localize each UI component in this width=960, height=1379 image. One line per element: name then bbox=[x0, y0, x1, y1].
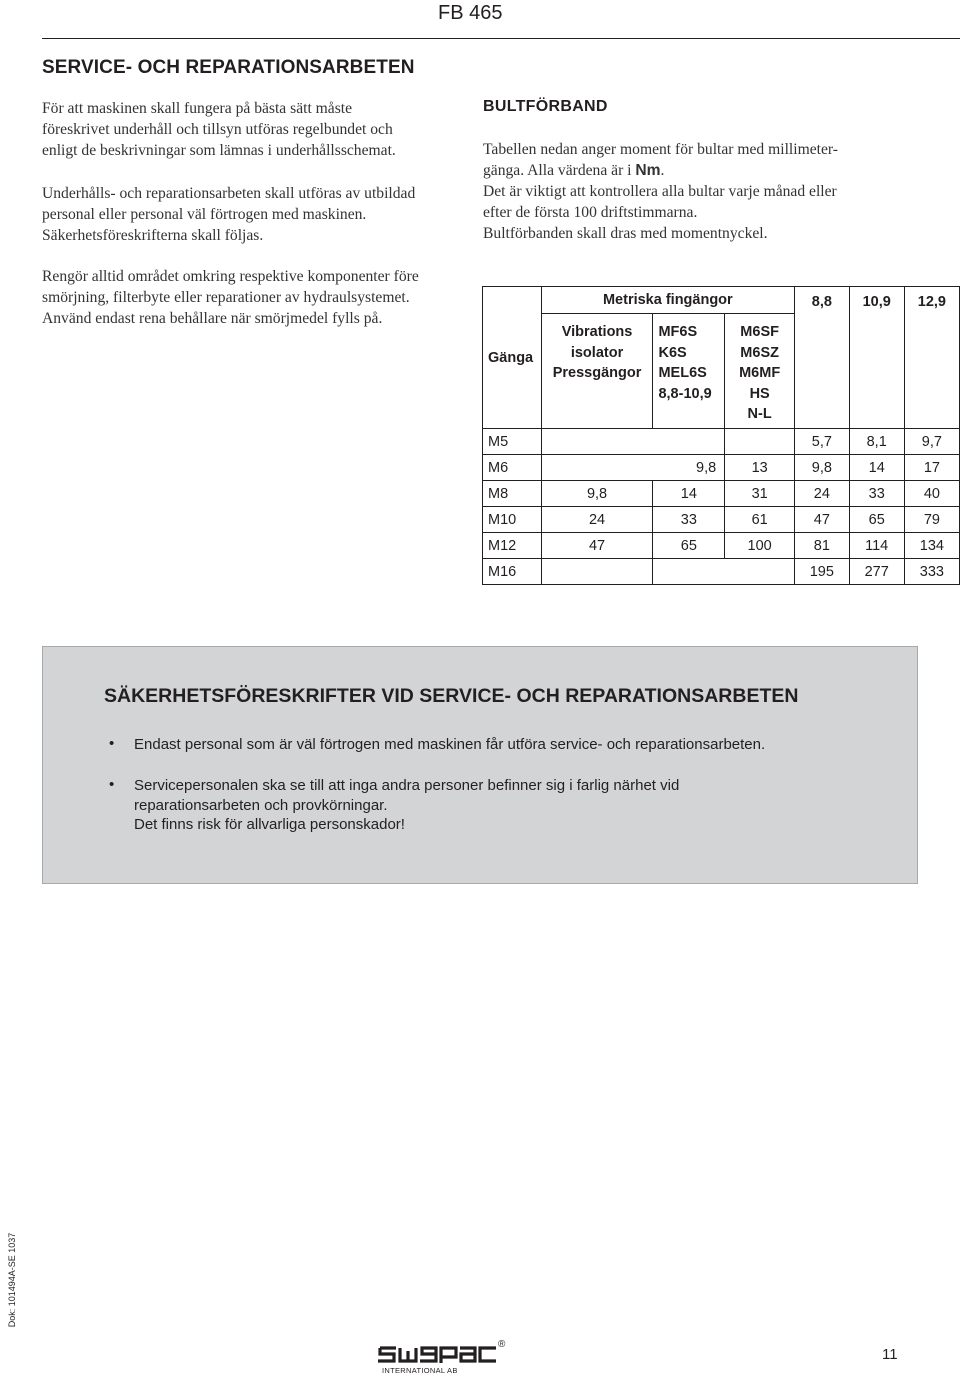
thread-cell: M12 bbox=[483, 533, 542, 559]
bolts-paragraph bbox=[483, 139, 923, 244]
torque-table bbox=[482, 286, 960, 585]
header-line: 8,8-10,9 bbox=[658, 385, 712, 402]
value-cell: 79 bbox=[904, 507, 959, 533]
text-line: Använd endast rena behållare när smörjmedel fylls på. bbox=[42, 310, 383, 327]
value-cell: 47 bbox=[541, 533, 653, 559]
bolts-heading: BULTFÖRBAND bbox=[483, 98, 608, 115]
value-cell: 24 bbox=[541, 507, 653, 533]
text-line: reparationsarbeten och provkörningar. bbox=[134, 796, 388, 814]
swepac-wordmark-icon bbox=[378, 1343, 500, 1363]
vibration-isolator-header bbox=[541, 314, 653, 429]
value-cell: 333 bbox=[904, 559, 959, 585]
table-row bbox=[483, 455, 960, 481]
metric-group-header: Metriska fingängor bbox=[541, 287, 794, 314]
value-cell bbox=[725, 429, 795, 455]
thread-cell: M6 bbox=[483, 455, 542, 481]
logo-subtitle: INTERNATIONAL AB bbox=[382, 1366, 458, 1375]
page-number: 11 bbox=[882, 1346, 898, 1363]
value-cell: 65 bbox=[849, 507, 904, 533]
registered-mark: ® bbox=[498, 1339, 506, 1350]
value-cell bbox=[541, 559, 653, 585]
service-paragraph-1 bbox=[42, 98, 472, 161]
value-cell: 81 bbox=[795, 533, 850, 559]
table-row bbox=[483, 507, 960, 533]
text-line: efter de första 100 driftstimmarna. bbox=[483, 204, 698, 221]
value-cell: 65 bbox=[653, 533, 725, 559]
header-rule bbox=[42, 38, 960, 39]
text-line: smörjning, filterbyte eller reparationer av hydraulsystemet. bbox=[42, 289, 410, 306]
unit-label: Nm bbox=[635, 162, 661, 179]
bullet-marker: • bbox=[109, 735, 115, 752]
value-cell: 114 bbox=[849, 533, 904, 559]
header-line: MF6S bbox=[658, 324, 698, 340]
value-cell: 33 bbox=[653, 507, 725, 533]
value-cell bbox=[653, 559, 795, 585]
service-paragraph-2 bbox=[42, 183, 472, 246]
value-cell: 8,1 bbox=[849, 429, 904, 455]
table-row bbox=[483, 533, 960, 559]
class-8-8-header: 8,8 bbox=[795, 287, 850, 429]
header-line: MEL6S bbox=[658, 365, 707, 381]
table-row bbox=[483, 429, 960, 455]
value-cell: 61 bbox=[725, 507, 795, 533]
value-cell: 14 bbox=[849, 455, 904, 481]
safety-heading: SÄKERHETSFÖRESKRIFTER VID SERVICE- OCH REPARATIONSARBETEN bbox=[104, 685, 799, 707]
class-10-9-header: 10,9 bbox=[849, 287, 904, 429]
text-line: För att maskinen skall fungera på bästa sätt måste bbox=[42, 100, 353, 117]
text-line: Tabellen nedan anger moment för bultar med millimeter- bbox=[483, 141, 838, 158]
class-12-9-header: 12,9 bbox=[904, 287, 959, 429]
value-cell: 33 bbox=[849, 481, 904, 507]
value-cell: 31 bbox=[725, 481, 795, 507]
value-cell: 9,8 bbox=[541, 455, 725, 481]
text-fragment: gänga. Alla värdena är i bbox=[483, 162, 636, 179]
value-cell: 134 bbox=[904, 533, 959, 559]
safety-box bbox=[42, 646, 918, 884]
bullet-marker: • bbox=[109, 776, 115, 793]
value-cell: 24 bbox=[795, 481, 850, 507]
safety-bullet-1: Endast personal som är väl förtrogen med maskinen får utföra service- och reparationsarbeten. bbox=[134, 736, 766, 753]
safety-bullet-2 bbox=[134, 776, 679, 835]
value-cell: 195 bbox=[795, 559, 850, 585]
document-code: FB 465 bbox=[438, 2, 503, 24]
header-line: HS bbox=[749, 385, 770, 402]
value-cell: 100 bbox=[725, 533, 795, 559]
header-line: M6MF bbox=[739, 365, 781, 381]
header-line: K6S bbox=[658, 344, 687, 361]
thread-header: Gänga bbox=[483, 287, 542, 429]
header-line: M6SF bbox=[740, 324, 779, 340]
header-line: Pressgängor bbox=[552, 365, 642, 381]
document-number: Dok: 101494A-SE 1037 bbox=[7, 1232, 17, 1328]
table-row bbox=[483, 559, 960, 585]
value-cell: 14 bbox=[653, 481, 725, 507]
mf6s-header bbox=[653, 314, 725, 429]
value-cell: 9,8 bbox=[541, 481, 653, 507]
text-line: enligt de beskrivningar som lämnas i underhållsschemat. bbox=[42, 142, 396, 159]
text-line: personal eller personal väl förtrogen med maskinen. bbox=[42, 206, 367, 223]
value-cell: 40 bbox=[904, 481, 959, 507]
table-row bbox=[483, 481, 960, 507]
m6sf-header bbox=[725, 314, 795, 429]
header-line: isolator bbox=[570, 344, 624, 361]
value-cell: 47 bbox=[795, 507, 850, 533]
header-line: Vibrations bbox=[561, 324, 633, 340]
text-fragment: . bbox=[660, 162, 665, 179]
thread-cell: M8 bbox=[483, 481, 542, 507]
text-line: Rengör alltid området omkring respektive komponenter före bbox=[42, 268, 419, 285]
text-line: Servicepersonalen ska se till att inga andra personer befinner sig i farlig närhet vid bbox=[134, 777, 680, 794]
value-cell: 277 bbox=[849, 559, 904, 585]
text-line: Bultförbanden skall dras med momentnyckel. bbox=[483, 225, 768, 242]
text-line: Det är viktigt att kontrollera alla bultar varje månad eller bbox=[483, 183, 837, 200]
text-line: Underhålls- och reparationsarbeten skall utföras av utbildad bbox=[42, 185, 416, 202]
text-line: föreskrivet underhåll och tillsyn utföras regelbundet och bbox=[42, 121, 393, 138]
value-cell bbox=[541, 429, 725, 455]
swepac-logo bbox=[378, 1339, 508, 1379]
text-line: Det finns risk för allvarliga personskador! bbox=[134, 816, 405, 833]
text-line bbox=[483, 160, 923, 181]
value-cell: 5,7 bbox=[795, 429, 850, 455]
thread-cell: M10 bbox=[483, 507, 542, 533]
text-line: Säkerhetsföreskrifterna skall följas. bbox=[42, 227, 264, 244]
thread-cell: M16 bbox=[483, 559, 542, 585]
header-line: N-L bbox=[747, 406, 772, 422]
thread-cell: M5 bbox=[483, 429, 542, 455]
value-cell: 9,8 bbox=[795, 455, 850, 481]
value-cell: 9,7 bbox=[904, 429, 959, 455]
service-heading: SERVICE- OCH REPARATIONSARBETEN bbox=[42, 57, 415, 78]
value-cell: 17 bbox=[904, 455, 959, 481]
header-line: M6SZ bbox=[740, 344, 779, 361]
service-paragraph-3 bbox=[42, 266, 472, 329]
value-cell: 13 bbox=[725, 455, 795, 481]
